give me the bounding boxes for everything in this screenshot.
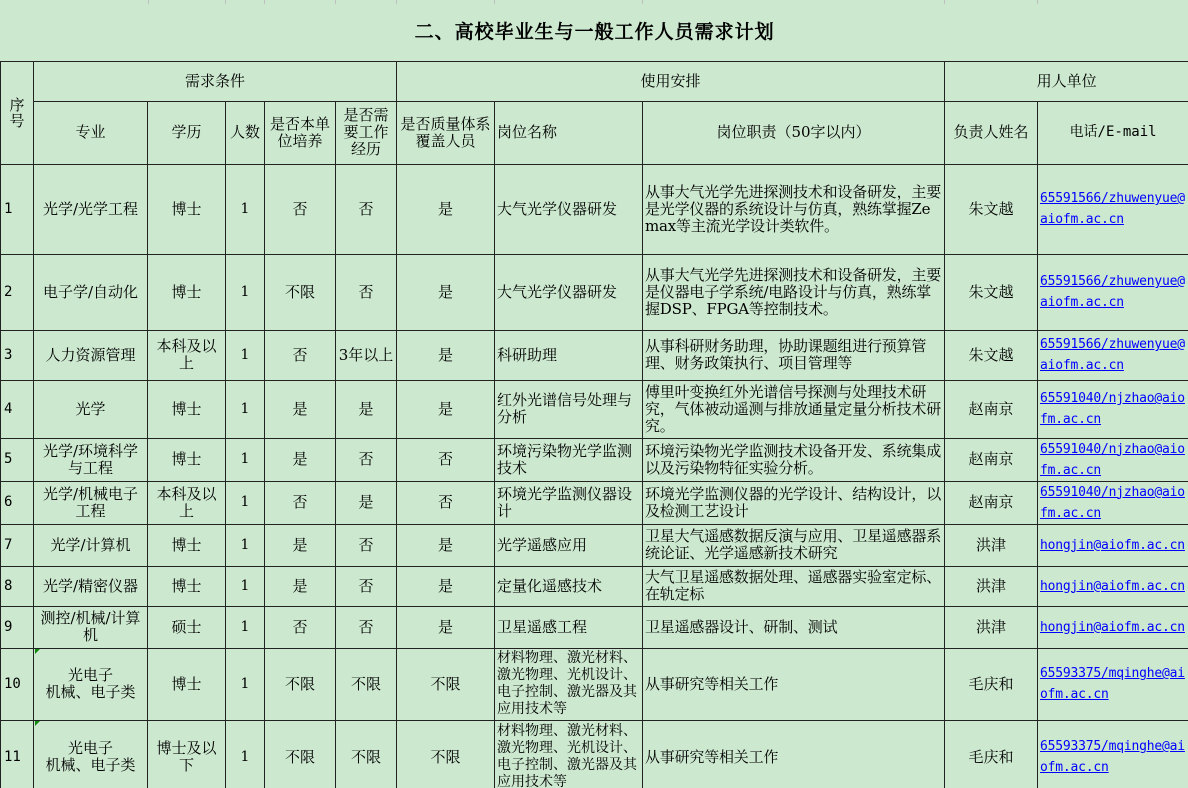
cell-contact-name[interactable]: 赵南京 — [945, 380, 1038, 438]
table-row — [1, 606, 1188, 648]
cell-quality-system[interactable]: 是 — [397, 566, 495, 606]
cell-post-duty[interactable]: 从事科研财务助理，协助课题组进行预算管理、财务政策执行、项目管理等 — [643, 330, 945, 380]
header-count[interactable]: 人数 — [226, 101, 265, 164]
cell-quality-system[interactable]: 是 — [397, 606, 495, 648]
cell-need-experience[interactable]: 3年以上 — [336, 330, 397, 380]
cell-post-name[interactable]: 红外光谱信号处理与分析 — [495, 380, 643, 438]
cell-post-name[interactable]: 环境污染物光学监测技术 — [495, 438, 643, 481]
cell-marker-icon — [35, 721, 40, 726]
cell-education[interactable]: 博士 — [148, 438, 226, 481]
cell-need-experience[interactable]: 否 — [336, 254, 397, 330]
cell-quality-system[interactable]: 是 — [397, 380, 495, 438]
table-row — [1, 481, 1188, 524]
cell-need-experience[interactable]: 不限 — [336, 720, 397, 788]
header-arrangement[interactable]: 使用安排 — [397, 61, 945, 101]
cell-contact-name[interactable]: 毛庆和 — [945, 720, 1038, 788]
cell-contact[interactable]: 65593375/mqinghe@aiofm.ac.cn — [1038, 720, 1188, 788]
cell-post-duty[interactable]: 环境污染物光学监测技术设备开发、系统集成以及污染物特征实验分析。 — [643, 438, 945, 481]
cell-count[interactable]: 1 — [226, 481, 265, 524]
cell-index[interactable]: 1 — [1, 164, 34, 254]
cell-count[interactable]: 1 — [226, 720, 265, 788]
cell-trained-here[interactable]: 是 — [265, 380, 336, 438]
table-row — [1, 438, 1188, 481]
cell-count[interactable]: 1 — [226, 330, 265, 380]
cell-major[interactable]: 光学/光学工程 — [34, 164, 148, 254]
cell-post-duty[interactable]: 从事大气光学先进探测技术和设备研发，主要是光学仪器的系统设计与仿真，熟练掌握Zemax等主流光学设计类软件。 — [643, 164, 945, 254]
cell-index[interactable]: 10 — [1, 648, 34, 720]
cell-need-experience[interactable]: 否 — [336, 566, 397, 606]
header-index[interactable]: 序号 — [1, 61, 34, 164]
cell-need-experience[interactable]: 否 — [336, 524, 397, 566]
cell-contact-name[interactable]: 毛庆和 — [945, 648, 1038, 720]
cell-count[interactable]: 1 — [226, 648, 265, 720]
header-quality-system[interactable]: 是否质量体系覆盖人员 — [397, 101, 495, 164]
cell-post-name[interactable]: 环境光学监测仪器设计 — [495, 481, 643, 524]
cell-education[interactable]: 博士 — [148, 164, 226, 254]
cell-education[interactable]: 博士 — [148, 566, 226, 606]
requirements-table — [0, 4, 1188, 788]
cell-post-name[interactable]: 大气光学仪器研发 — [495, 254, 643, 330]
cell-index[interactable]: 8 — [1, 566, 34, 606]
cell-major[interactable]: 人力资源管理 — [34, 330, 148, 380]
cell-major[interactable]: 光学/环境科学与工程 — [34, 438, 148, 481]
cell-contact-name[interactable]: 朱文越 — [945, 164, 1038, 254]
cell-trained-here[interactable]: 是 — [265, 566, 336, 606]
cell-index[interactable]: 2 — [1, 254, 34, 330]
table-row — [1, 164, 1188, 254]
cell-trained-here[interactable]: 不限 — [265, 254, 336, 330]
cell-major[interactable]: 光电子 机械、电子类 — [34, 720, 148, 788]
cell-index[interactable]: 6 — [1, 481, 34, 524]
cell-need-experience[interactable]: 是 — [336, 481, 397, 524]
cell-index[interactable]: 4 — [1, 380, 34, 438]
cell-quality-system[interactable]: 是 — [397, 524, 495, 566]
cell-education[interactable]: 硕士 — [148, 606, 226, 648]
cell-quality-system[interactable]: 是 — [397, 254, 495, 330]
cell-quality-system[interactable]: 不限 — [397, 648, 495, 720]
table-row — [1, 254, 1188, 330]
header-post-name[interactable]: 岗位名称 — [495, 101, 643, 164]
cell-trained-here[interactable]: 否 — [265, 481, 336, 524]
cell-count[interactable]: 1 — [226, 606, 265, 648]
cell-contact-name[interactable]: 洪津 — [945, 606, 1038, 648]
cell-post-duty[interactable]: 环境光学监测仪器的光学设计、结构设计，以及检测工艺设计 — [643, 481, 945, 524]
table-row — [1, 566, 1188, 606]
cell-need-experience[interactable]: 否 — [336, 438, 397, 481]
cell-trained-here[interactable]: 不限 — [265, 648, 336, 720]
cell-post-duty[interactable]: 卫星大气遥感数据反演与应用、卫星遥感器系统论证、光学遥感新技术研究 — [643, 524, 945, 566]
cell-index[interactable]: 3 — [1, 330, 34, 380]
cell-quality-system[interactable]: 否 — [397, 438, 495, 481]
cell-quality-system[interactable]: 不限 — [397, 720, 495, 788]
cell-need-experience[interactable]: 不限 — [336, 648, 397, 720]
cell-post-duty[interactable]: 从事大气光学先进探测技术和设备研发，主要是仪器电子学系统/电路设计与仿真，熟练掌握DSP、FPGA等控制技术。 — [643, 254, 945, 330]
header-education[interactable]: 学历 — [148, 101, 226, 164]
cell-education[interactable]: 博士 — [148, 380, 226, 438]
cell-trained-here[interactable]: 否 — [265, 606, 336, 648]
cell-contact[interactable]: hongjin@aiofm.ac.cn — [1038, 566, 1188, 606]
cell-index[interactable]: 9 — [1, 606, 34, 648]
cell-contact[interactable]: 65591566/zhuwenyue@aiofm.ac.cn — [1038, 164, 1188, 254]
table-row — [1, 330, 1188, 380]
table-row — [1, 380, 1188, 438]
cell-post-name[interactable]: 材料物理、激光材料、激光物理、光机设计、电子控制、激光器及其应用技术等 — [495, 648, 643, 720]
cell-count[interactable]: 1 — [226, 438, 265, 481]
cell-contact-name[interactable]: 朱文越 — [945, 330, 1038, 380]
cell-count[interactable]: 1 — [226, 254, 265, 330]
cell-need-experience[interactable]: 否 — [336, 164, 397, 254]
cell-contact[interactable]: hongjin@aiofm.ac.cn — [1038, 606, 1188, 648]
header-contact-name[interactable]: 负责人姓名 — [945, 101, 1038, 164]
cell-contact[interactable]: 65591040/njzhao@aiofm.ac.cn — [1038, 438, 1188, 481]
cell-contact[interactable]: 65591566/zhuwenyue@aiofm.ac.cn — [1038, 330, 1188, 380]
cell-index[interactable]: 7 — [1, 524, 34, 566]
cell-count[interactable]: 1 — [226, 566, 265, 606]
cell-contact[interactable]: 65591566/zhuwenyue@aiofm.ac.cn — [1038, 254, 1188, 330]
cell-major[interactable]: 光学/计算机 — [34, 524, 148, 566]
header-major[interactable]: 专业 — [34, 101, 148, 164]
cell-education[interactable]: 本科及以上 — [148, 481, 226, 524]
cell-education[interactable]: 博士 — [148, 254, 226, 330]
header-employer[interactable]: 用人单位 — [945, 61, 1188, 101]
cell-contact[interactable]: hongjin@aiofm.ac.cn — [1038, 524, 1188, 566]
cell-quality-system[interactable]: 是 — [397, 164, 495, 254]
cell-education[interactable]: 本科及以上 — [148, 330, 226, 380]
table-row — [1, 720, 1188, 788]
cell-index[interactable]: 11 — [1, 720, 34, 788]
sheet-title[interactable]: 二、高校毕业生与一般工作人员需求计划 — [1, 4, 1188, 61]
cell-quality-system[interactable]: 否 — [397, 481, 495, 524]
cell-post-name[interactable]: 光学遥感应用 — [495, 524, 643, 566]
header-need-experience[interactable]: 是否需要工作经历 — [336, 101, 397, 164]
table-row — [1, 524, 1188, 566]
header-contact[interactable]: 电话/E-mail — [1038, 101, 1188, 164]
cell-post-name[interactable]: 科研助理 — [495, 330, 643, 380]
header-trained-here[interactable]: 是否本单位培养 — [265, 101, 336, 164]
header-post-duty[interactable]: 岗位职责（50字以内） — [643, 101, 945, 164]
cell-contact-name[interactable]: 朱文越 — [945, 254, 1038, 330]
cell-major[interactable]: 光学 — [34, 380, 148, 438]
cell-major[interactable]: 测控/机械/计算机 — [34, 606, 148, 648]
cell-post-name[interactable]: 材料物理、激光材料、激光物理、光机设计、电子控制、激光器及其应用技术等 — [495, 720, 643, 788]
cell-trained-here[interactable]: 是 — [265, 524, 336, 566]
cell-contact-name[interactable]: 洪津 — [945, 566, 1038, 606]
cell-count[interactable]: 1 — [226, 524, 265, 566]
cell-contact-name[interactable]: 赵南京 — [945, 481, 1038, 524]
cell-education[interactable]: 博士 — [148, 648, 226, 720]
cell-major[interactable]: 电子学/自动化 — [34, 254, 148, 330]
cell-trained-here[interactable]: 否 — [265, 164, 336, 254]
cell-quality-system[interactable]: 是 — [397, 330, 495, 380]
cell-post-name[interactable]: 卫星遥感工程 — [495, 606, 643, 648]
cell-post-name[interactable]: 定量化遥感技术 — [495, 566, 643, 606]
cell-index[interactable]: 5 — [1, 438, 34, 481]
cell-need-experience[interactable]: 否 — [336, 606, 397, 648]
header-requirements[interactable]: 需求条件 — [34, 61, 397, 101]
cell-contact-name[interactable]: 赵南京 — [945, 438, 1038, 481]
cell-major[interactable]: 光学/精密仪器 — [34, 566, 148, 606]
cell-trained-here[interactable]: 不限 — [265, 720, 336, 788]
cell-marker-icon — [35, 649, 40, 654]
cell-post-duty[interactable]: 卫星遥感器设计、研制、测试 — [643, 606, 945, 648]
cell-education[interactable]: 博士及以下 — [148, 720, 226, 788]
cell-post-duty[interactable]: 从事研究等相关工作 — [643, 720, 945, 788]
cell-count[interactable]: 1 — [226, 380, 265, 438]
cell-contact[interactable]: 65591040/njzhao@aiofm.ac.cn — [1038, 481, 1188, 524]
cell-post-name[interactable]: 大气光学仪器研发 — [495, 164, 643, 254]
cell-major[interactable]: 光电子 机械、电子类 — [34, 648, 148, 720]
cell-education[interactable]: 博士 — [148, 524, 226, 566]
cell-post-duty[interactable]: 从事研究等相关工作 — [643, 648, 945, 720]
cell-post-duty[interactable]: 傅里叶变换红外光谱信号探测与处理技术研究，气体被动遥测与排放通量定量分析技术研究。 — [643, 380, 945, 438]
cell-major[interactable]: 光学/机械电子工程 — [34, 481, 148, 524]
cell-contact[interactable]: 65593375/mqinghe@aiofm.ac.cn — [1038, 648, 1188, 720]
cell-contact[interactable]: 65591040/njzhao@aiofm.ac.cn — [1038, 380, 1188, 438]
cell-contact-name[interactable]: 洪津 — [945, 524, 1038, 566]
table-row — [1, 648, 1188, 720]
cell-trained-here[interactable]: 否 — [265, 330, 336, 380]
cell-trained-here[interactable]: 是 — [265, 438, 336, 481]
cell-post-duty[interactable]: 大气卫星遥感数据处理、遥感器实验室定标、在轨定标 — [643, 566, 945, 606]
cell-count[interactable]: 1 — [226, 164, 265, 254]
cell-need-experience[interactable]: 是 — [336, 380, 397, 438]
